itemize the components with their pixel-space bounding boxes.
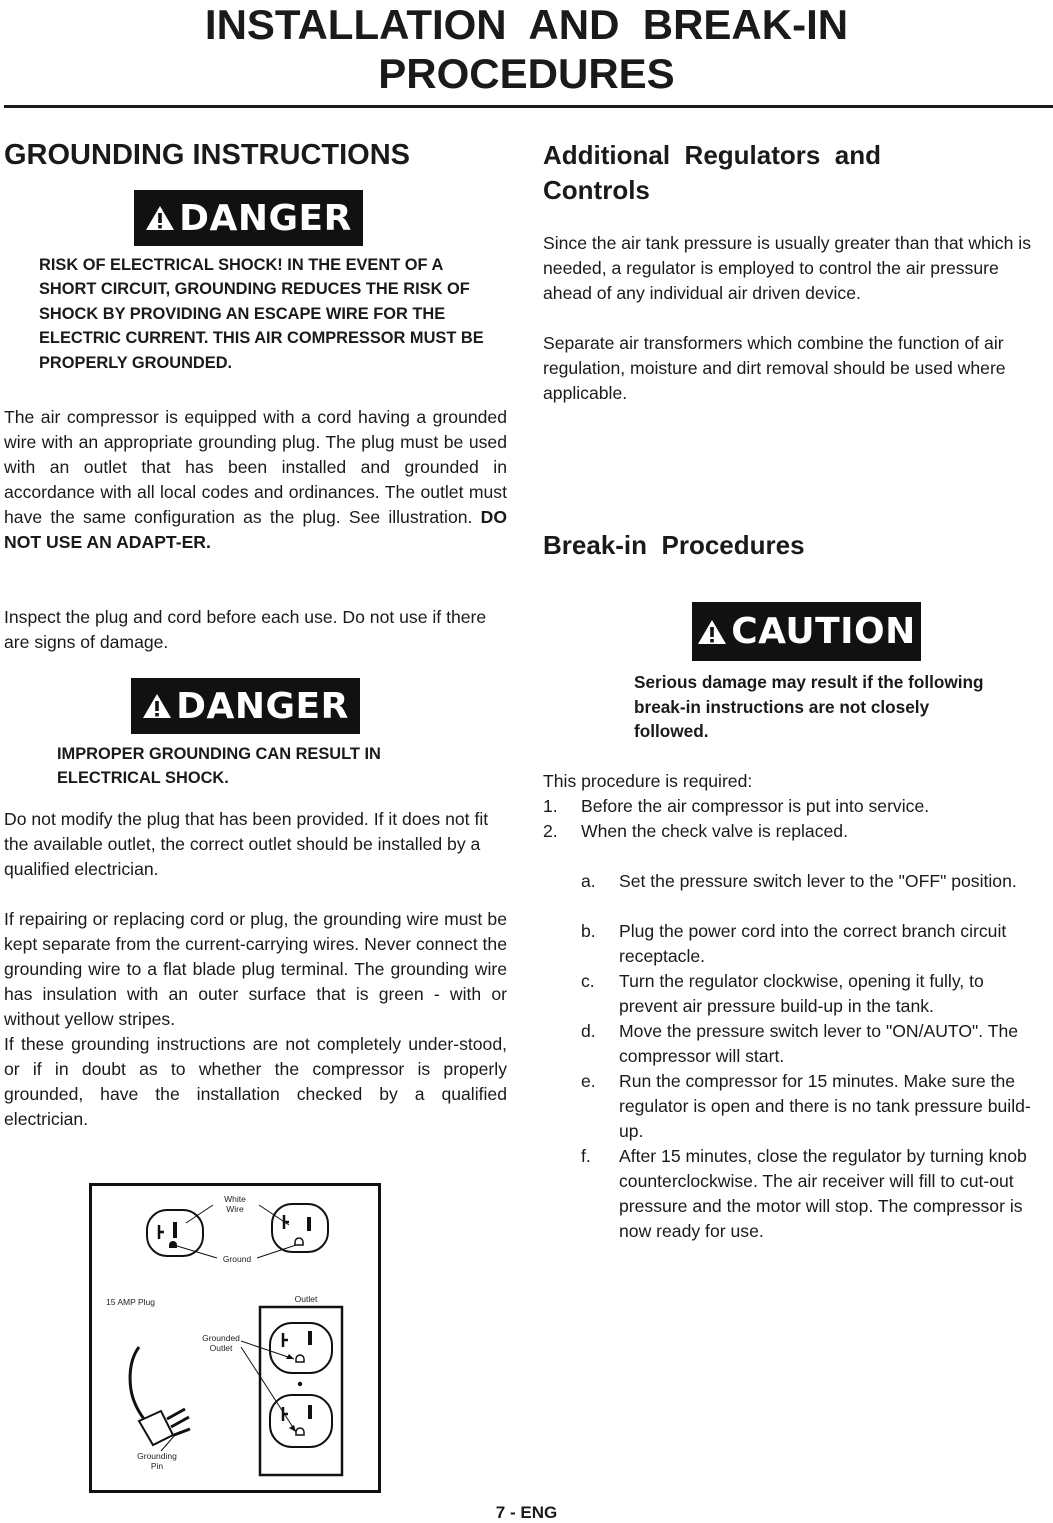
step-item [581, 969, 1043, 1019]
duplex-outlet-icon [260, 1307, 342, 1475]
danger-warning-text: IMPROPER GROUNDING CAN RESULT IN ELECTRICAL SHOCK. [57, 745, 381, 788]
caution-warning-text: Serious damage may result if the following break-in instructions are not closely followed. [634, 672, 984, 742]
grounding-heading: GROUNDING INSTRUCTIONS [4, 139, 410, 171]
step-text: Run the compressor for 15 minutes. Make sure the regulator is open and there is no tank pressure build-up. [619, 1071, 1031, 1141]
step-text: Set the pressure switch lever to the "OFF" position. [619, 871, 1017, 891]
grounding-paragraph-text: The air compressor is equipped with a cord having a grounded wire with an appropriate grounding plug. The plug must be used with an outlet that has been installed and grounded in accordance with all local codes and ordinances. The outlet must have the same configuration as the plug. See illustration. [4, 407, 507, 527]
list-item-text: When the check valve is replaced. [581, 821, 848, 841]
step-letter: a. [581, 871, 596, 891]
step-item [581, 919, 1043, 969]
no-adapter-warning: DO NOT USE AN ADAPT-ER. [4, 507, 507, 552]
checked-by-electrician-paragraph: If these grounding instructions are not completely under-stood, or if in doubt as to whether the compressor is properly grounded, have the installation checked by a qualified electrician. [4, 1034, 507, 1129]
grounded-outlet-label: Grounded [202, 1333, 240, 1343]
regulators-heading-line1: Additional Regulators and [543, 140, 882, 170]
step-letter: c. [581, 971, 595, 991]
step-item [581, 1144, 1043, 1244]
step-text: Plug the power cord into the correct branch circuit receptacle. [619, 921, 1007, 966]
page-title-line2: PROCEDURES [378, 50, 675, 97]
step-item [581, 1069, 1043, 1144]
grounding-wire-paragraph: If repairing or replacing cord or plug, the grounding wire must be kept separate from the current-carrying wires. Never connect the grounding wire to a flat blade plug terminal. The grounding wire has insulation with an outer surface that is green - with or without yellow stripes. [4, 909, 507, 1029]
caution-label: CAUTION [731, 611, 916, 652]
transformers-paragraph: Separate air transformers which combine the function of air regulation, moisture and dirt removal should be used where applicable. [543, 333, 1006, 403]
list-item-number: 1. [543, 796, 558, 816]
regulators-heading-line2: Controls [543, 175, 650, 205]
plug-outlet-diagram [89, 1183, 381, 1493]
outlet-face-icon [272, 1204, 328, 1252]
break-in-heading: Break-in Procedures [543, 530, 805, 560]
step-letter: d. [581, 1021, 596, 1041]
page-number: 7 - ENG [495, 1503, 558, 1522]
danger-badge [134, 190, 363, 246]
danger-label: DANGER [179, 197, 352, 239]
step-item [581, 869, 1043, 894]
outlet-label: Outlet [294, 1294, 318, 1304]
page-title [0, 0, 1053, 98]
caution-badge [692, 602, 921, 661]
page-title-line1: INSTALLATION AND BREAK-IN [204, 1, 849, 48]
ground-label: Ground [222, 1254, 252, 1264]
warning-triangle-icon [145, 205, 175, 231]
modify-plug-paragraph: Do not modify the plug that has been provided. If it does not fit the available outlet, the correct outlet should be installed by a qualified electrician. [4, 809, 489, 879]
danger-badge [131, 678, 360, 734]
step-letter: e. [581, 1071, 596, 1091]
regulator-paragraph: Since the air tank pressure is usually greater than that which is needed, a regulator is employed to control the air pressure ahead of any individual air driven device. [543, 233, 1031, 303]
step-letter: b. [581, 921, 596, 941]
step-text: Move the pressure switch lever to "ON/AUTO". The compressor will start. [619, 1021, 1019, 1066]
step-letter: f. [581, 1146, 591, 1166]
inspect-paragraph: Inspect the plug and cord before each use. Do not use if there are signs of damage. [4, 607, 487, 652]
title-rule [4, 105, 1053, 108]
list-item-number: 2. [543, 821, 558, 841]
grounded-outlet-label: Outlet [209, 1343, 233, 1353]
step-text: After 15 minutes, close the regulator by turning knob counterclockwise. The air receiver will fill to cut-out pressure and the motor will stop. The compressor is now ready for use. [619, 1146, 1027, 1241]
list-item-text: Before the air compressor is put into service. [581, 796, 930, 816]
step-text: Turn the regulator clockwise, opening it fully, to prevent air pressure build-up in the tank. [619, 971, 984, 1016]
regulators-heading [543, 138, 881, 208]
procedure-intro: This procedure is required: [543, 771, 753, 791]
plug-label: 15 AMP Plug [106, 1297, 155, 1307]
warning-triangle-icon [142, 693, 172, 719]
grounding-pin-label: Pin [150, 1461, 164, 1471]
warning-triangle-icon [697, 619, 727, 645]
white-wire-label: Wire [226, 1204, 244, 1214]
step-item [581, 1019, 1043, 1069]
grounding-paragraph [4, 405, 507, 555]
grounding-pin-label: Grounding [137, 1451, 177, 1461]
white-wire-label: White [224, 1194, 246, 1204]
danger-label: DANGER [176, 685, 349, 727]
danger-warning-text: RISK OF ELECTRICAL SHOCK! IN THE EVENT OF A SHORT CIRCUIT, GROUNDING REDUCES THE RISK OF SHOCK BY PROVIDING AN ESCAPE WIRE FOR THE ELECTRIC CURRENT. THIS AIR COMPRESSOR MUST BE PROPERLY GROUNDED. [39, 256, 484, 372]
